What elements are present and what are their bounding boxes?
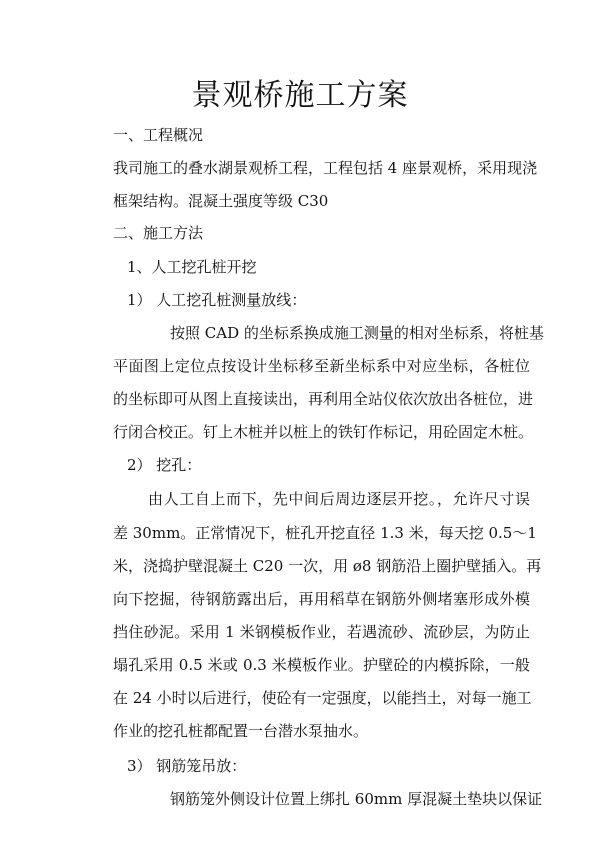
subsection-heading: 1、人工挖孔桩开挖 — [127, 258, 257, 276]
document-title: 景观桥施工方案 — [191, 78, 409, 113]
paragraph-line: 挡住砂泥。采用 1 米钢模板作业，若遇流砂、流砂层，为防止 — [113, 623, 530, 641]
item-heading-rebar-cage: 3） 钢筋笼吊放： — [127, 757, 247, 775]
paragraph-line: 的坐标即可从图上直接读出，再利用全站仪依次放出各桩位，进 — [113, 390, 534, 408]
section-heading-overview: 一、工程概况 — [113, 126, 204, 144]
paragraph-line: 差 30mm。正常情况下，桩孔开挖直径 1.3 米，每天挖 0.5～1 — [113, 524, 537, 542]
paragraph-line: 框架结构。混凝土强度等级 C30 — [113, 192, 329, 210]
paragraph-line: 平面图上定位点按设计坐标移至新坐标系中对应坐标，各桩位 — [113, 357, 530, 375]
item-heading-excavation: 2） 挖孔： — [127, 456, 202, 474]
paragraph-line: 由人工自上而下，先中间后周边逐层开挖。，允许尺寸误 — [148, 490, 530, 508]
paragraph-line: 按照 CAD 的坐标系换成施工测量的相对坐标系，将桩基 — [170, 324, 544, 342]
paragraph-line: 米，浇捣护壁混凝土 C20 一次，用 ø8 钢筋沿上圈护壁插入。再 — [113, 557, 542, 575]
paragraph-line: 在 24 小时以后进行，使砼有一定强度，以能挡土，对每一施工 — [113, 689, 532, 707]
paragraph-line: 我司施工的叠水湖景观桥工程，工程包括 4 座景观桥，采用现浇 — [113, 159, 538, 177]
paragraph-line: 作业的挖孔桩都配置一台潜水泵抽水。 — [113, 722, 369, 740]
paragraph-line: 行闭合校正。钉上木桩并以桩上的铁钉作标记，用砼固定木桩。 — [113, 423, 534, 441]
item-heading-survey: 1） 人工挖孔桩测量放线： — [127, 291, 307, 309]
section-heading-method: 二、施工方法 — [113, 224, 204, 242]
paragraph-line: 塌孔采用 0.5 米或 0.3 米模板作业。护壁砼的内模拆除，一般 — [113, 656, 530, 674]
paragraph-line: 向下挖掘，待钢筋露出后，再用稻草在钢筋外侧堵塞形成外模 — [113, 590, 530, 608]
paragraph-line: 钢筋笼外侧设计位置上绑扎 60mm 厚混凝土垫块以保证 — [170, 790, 543, 808]
